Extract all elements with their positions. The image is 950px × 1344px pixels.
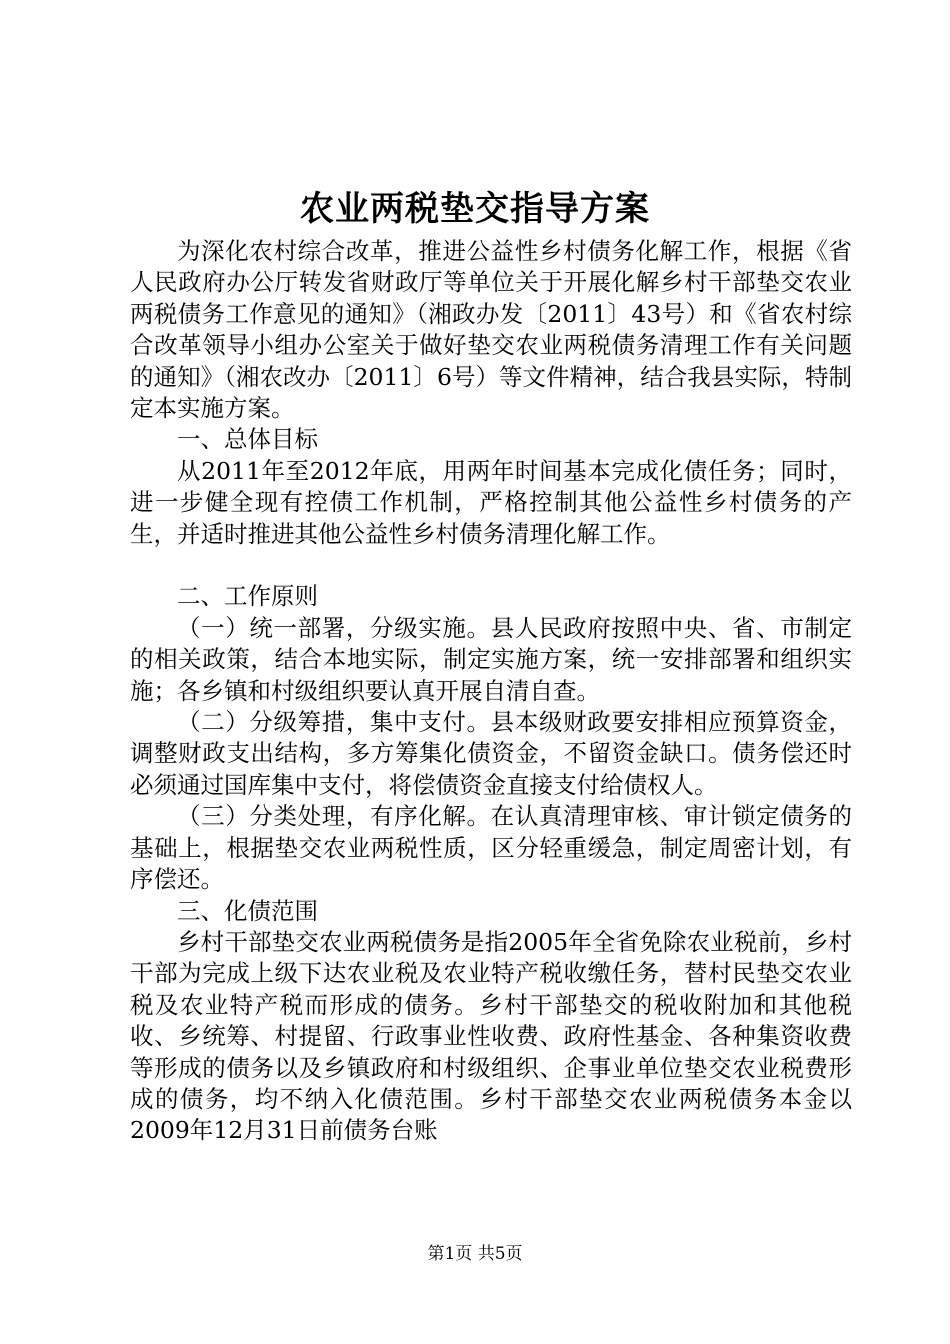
page-number-footer: 第1页 共5页 [427, 1244, 523, 1264]
paragraph: （三）分类处理，有序化解。在认真清理审核、审计锁定债务的基础上，根据垫交农业两税性质，区分轻重缓急，制定周密计划，有序偿还。 [130, 802, 852, 894]
paragraph: 从2011年至2012年底，用两年时间基本完成化债任务；同时，进一步健全现有控债工作机制，严格控制其他公益性乡村债务的产生，并适时推进其他公益性乡村债务清理化解工作。 [130, 456, 852, 548]
intro-paragraph: 为深化农村综合改革，推进公益性乡村债务化解工作，根据《省人民政府办公厅转发省财政厅等单位关于开展化解乡村干部垫交农业两税债务工作意见的通知》（湘政办发〔2011〕43号）和《省农村综合改革领导小组办公室关于做好垫交农业两税债务清理工作有关问题的通知》（湘农改办〔2011〕6号）等文件精神，结合我县实际，特制定本实施方案。 [130, 237, 852, 423]
section-heading: 三、化债范围 [177, 896, 318, 925]
document-title: 农业两税垫交指导方案 [300, 189, 650, 229]
section-heading: 一、总体目标 [177, 425, 318, 454]
paragraph-gap [130, 550, 852, 581]
paragraph: （一）统一部署，分级实施。县人民政府按照中央、省、市制定的相关政策，结合本地实际，制定实施方案，统一安排部署和组织实施；各乡镇和村级组织要认真开展自清自查。 [130, 613, 852, 705]
section-heading: 二、工作原则 [177, 582, 318, 611]
paragraph: 乡村干部垫交农业两税债务是指2005年全省免除农业税前，乡村干部为完成上级下达农业税及农业特产税收缴任务，替村民垫交农业税及农业特产税而形成的债务。乡村干部垫交的税收附加和其他税收、乡统筹、村提留、行政事业性收费、政府性基金、各种集资收费等形成的债务以及乡镇政府和村级组织、企事业单位垫交农业税费形成的债务，均不纳入化债范围。乡村干部垫交农业两税债务本金以2009年12月31日前债务台账 [130, 927, 852, 1145]
document-body [130, 236, 852, 1147]
paragraph: （二）分级筹措，集中支付。县本级财政要安排相应预算资金，调整财政支出结构，多方筹集化债资金，不留资金缺口。债务偿还时必须通过国库集中支付，将偿债资金直接支付给债权人。 [130, 708, 852, 799]
